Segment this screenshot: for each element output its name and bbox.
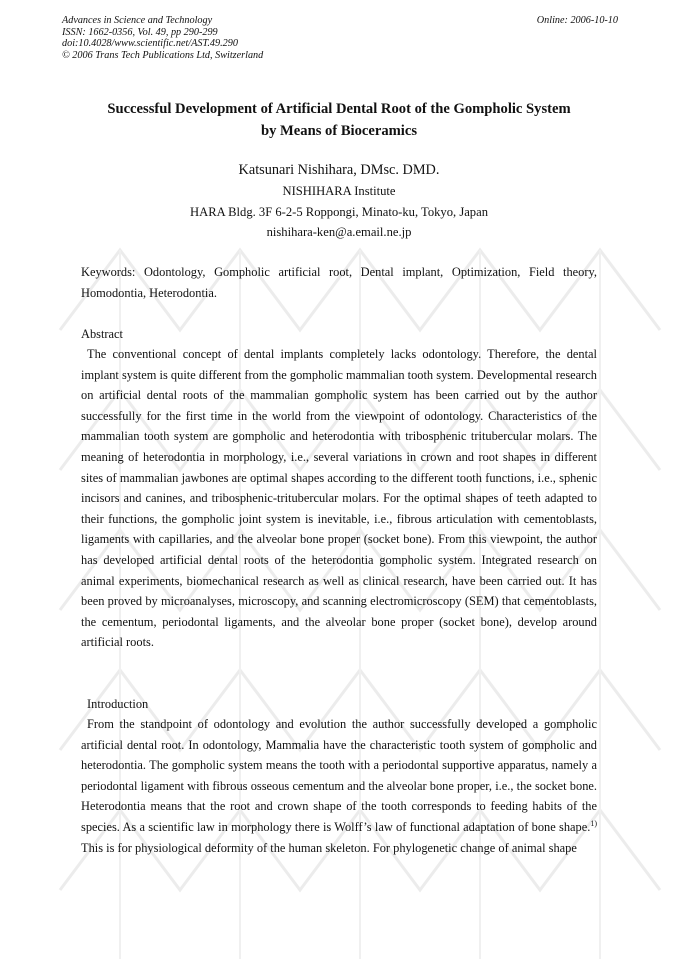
introduction-text-part-1: From the standpoint of odontology and evolution the author successfully developed a gompholic artificial dental root. In odontology, Mammalia have the characteristic tooth system of gompholic and heterodontia. The gompholic system means the tooth with a periodontal supportive apparatus, namely a periodontal ligament with fibrous osseous cementum and the alveolar bone proper, i.e., the socket bone. Heterodontia means that the root and crown shape of the tooth corresponds to feeding habits of the species. As a scientific law in morphology there is Wolff’s law of functional adaptation of bone shape. <box>81 717 597 834</box>
title-line-1: Successful Development of Artificial Dental Root of the Gompholic System <box>107 101 571 117</box>
reference-marker: 1) <box>590 818 597 828</box>
journal-header <box>62 15 618 61</box>
introduction-text <box>81 714 597 858</box>
author-address: HARA Bldg. 3F 6-2-5 Roppongi, Minato-ku, Tokyo, Japan <box>190 205 488 219</box>
issn-line: ISSN: 1662-0356, Vol. 49, pp 290-299 <box>62 26 218 38</box>
introduction-heading: Introduction <box>87 697 149 711</box>
author-email: nishihara-ken@a.email.ne.jp <box>266 225 412 239</box>
journal-name: Advances in Science and Technology <box>62 15 213 26</box>
author-name: Katsunari Nishihara, DMsc. DMD. <box>238 162 440 178</box>
copyright-line: © 2006 Trans Tech Publications Ltd, Switzerland <box>62 49 264 61</box>
author-institute: NISHIHARA Institute <box>282 184 396 198</box>
abstract-heading: Abstract <box>81 327 123 341</box>
introduction-text-part-2: This is for physiological deformity of the human skeleton. For phylogenetic change of animal shape <box>81 840 577 855</box>
paper-title <box>60 98 618 142</box>
doi-line: doi:10.4028/www.scientific.net/AST.49.290 <box>62 38 238 50</box>
abstract-text: The conventional concept of dental implants completely lacks odontology. Therefore, the dental implant system is quite different from the gompholic mammalian tooth system. Developmental research on artificial dental roots of the mammalian gompholic system has been carried out by the author successfully for the first time in the world from the viewpoint of odontology. Characteristics of the mammalian tooth system are gompholic and heterodontia with tribosphenic tritubercular molars. The meaning of heterodontia in morphology, i.e., several variations in crown and root shapes in different sites of mammalian jawbones are optimal shapes according to the different tooth functions, i.e., sphenic incisors and canines, and tribosphenic-tritubercular molars. For the optimal shapes of teeth adapted to their functions, the gompholic joint system is inevitable, i.e., fibrous articulation with cementoblasts, ligaments with capillaries, and the alveolar bone proper (socket bone). From this viewpoint, the author has developed artificial dental roots of the heterodontia gompholic system. Integrated research on animal experiments, biomechanical research as well as clinical research, have been carried out. It has been proved by microanalyses, microscopy, and scanning electromicroscopy (SEM) that cementoblasts, the cementum, periodontal ligaments, and the alveolar bone proper (socket bone), develop around artificial roots. <box>81 347 597 650</box>
title-line-2: by Means of Bioceramics <box>260 123 418 139</box>
online-date: Online: 2006-10-10 <box>536 15 618 26</box>
keywords: Keywords: Odontology, Gompholic artificial root, Dental implant, Optimization, Field theory, Homodontia, Heterodontia. <box>81 265 597 300</box>
